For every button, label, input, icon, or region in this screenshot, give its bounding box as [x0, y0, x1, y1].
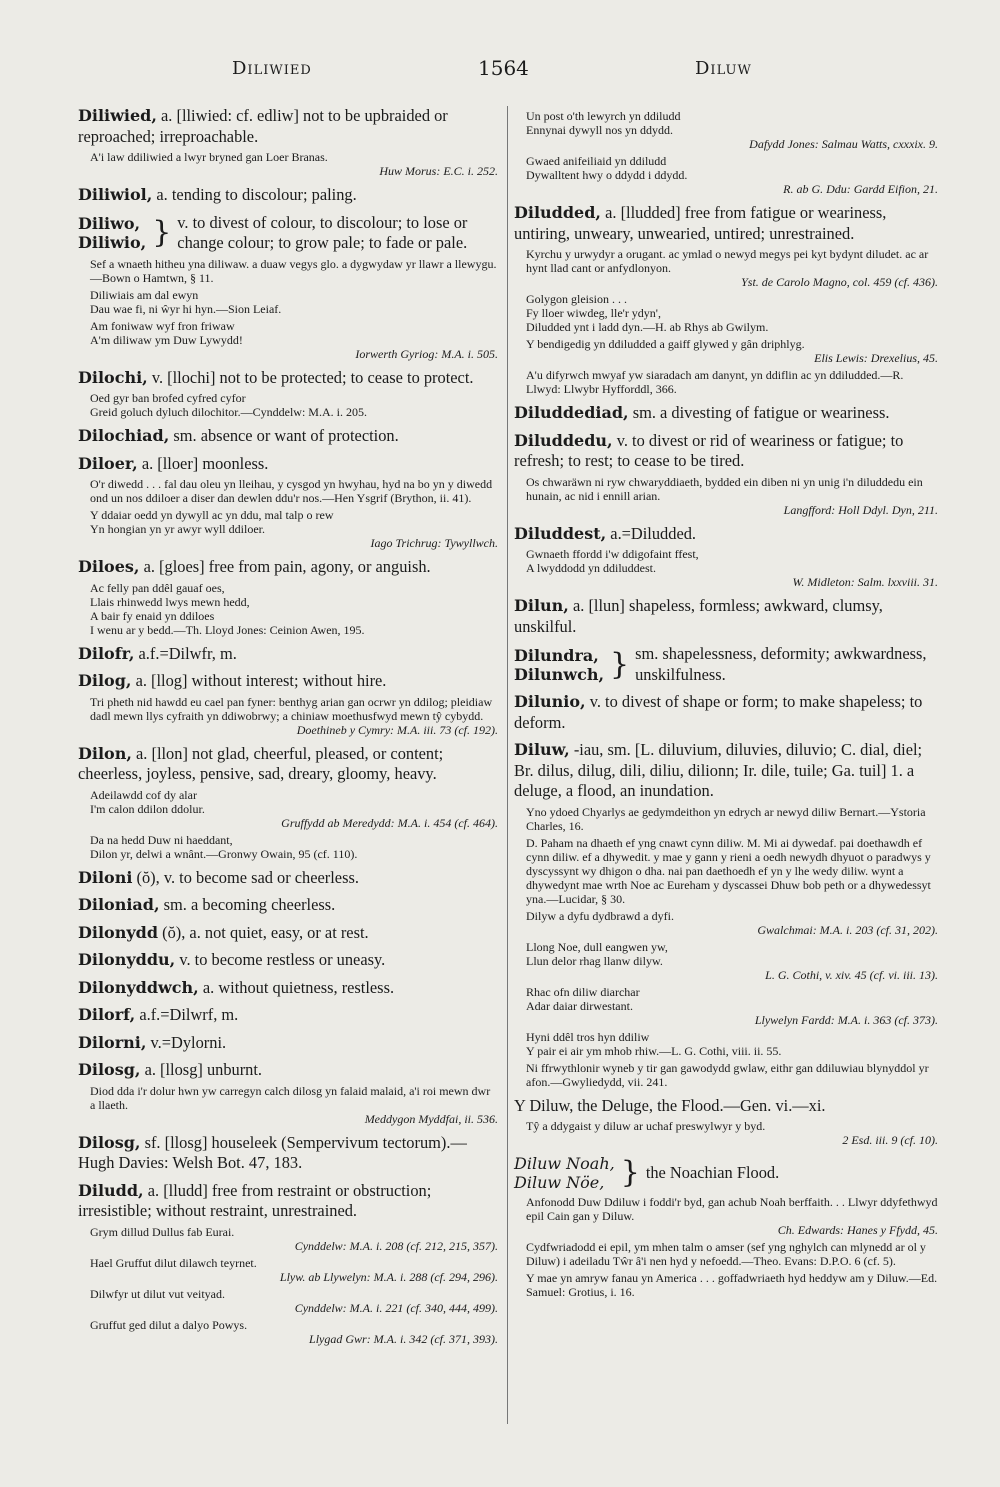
- definition: the Noachian Flood.: [645, 1162, 780, 1182]
- definition: a. [llosg] unburnt.: [144, 1060, 263, 1079]
- definition: (ŏ), v. to become sad or cheerless.: [136, 867, 359, 887]
- entry-definition-line: [78, 557, 498, 578]
- quotation: O'r diwedd . . . fal dau oleu yn lleihau, y cysgod yn hwyhau, hyd na bo yn y diwedd ond un nos ddiloer a diser dan dewlen ddu'r nos.—Hen Ysgrif (Brython, ii. 41).: [90, 477, 493, 505]
- quotation: Hael Gruffut dilut dilawch teyrnet.: [90, 1255, 257, 1270]
- citation: Yst. de Carolo Magno, col. 459 (cf. 436).: [741, 275, 938, 289]
- definition: -iau, sm. [L. diluvium, diluvies, diluvio; C. dial, diel; Br. dilus, dilug, dili, diliu, dilionn; Ir. dile, tuile; Ga. tuil] 1. a deluge, a flood, an inundation.: [514, 740, 923, 800]
- definition: a. without quietness, restless.: [202, 977, 395, 997]
- definition: a. [lliwied: cf. edliw] not to be upbraided or reproached; irreproachable.: [78, 106, 448, 146]
- dictionary-entry: [514, 524, 938, 590]
- definition: a. [lludd] free from restraint or obstruction; irresistible; without restraint, unrestrained.: [78, 1180, 432, 1220]
- dictionary-entry: [78, 213, 498, 361]
- dictionary-entry: [78, 426, 498, 447]
- headword: Diliwio,: [78, 233, 147, 252]
- entry-definition-line: [514, 740, 938, 802]
- entry-definition-line: [514, 431, 938, 472]
- definition: sf. [llosg] houseleek (Sempervivum tectorum).—Hugh Davies: Welsh Bot. 47, 183.: [78, 1132, 467, 1172]
- quotation: Tŷ a ddygaist y diluw ar uchaf preswylwyr y byd.: [526, 1119, 766, 1133]
- header-right-guideword: Diluw: [695, 58, 752, 79]
- entry-definition-line: [514, 596, 938, 637]
- citation: Dafydd Jones: Salmau Watts, cxxxix. 9.: [749, 137, 938, 151]
- quotation: Sef a wnaeth hitheu yna diliwaw. a duaw vegys glo. a dygwydaw yr llawr a llewygu.—Bown o Hamtwn, § 11.: [90, 256, 497, 285]
- headword: Dilochiad,: [78, 426, 170, 445]
- entry-definition-line: [78, 950, 498, 971]
- citation: Cynddelw: M.A. i. 208 (cf. 212, 215, 357).: [294, 1238, 498, 1253]
- definition: v. [llochi] not to be protected; to cease to protect.: [151, 367, 474, 387]
- quotation: Llong Noe, dull eangwen yw, Llun delor rhag llanw dilyw.: [526, 939, 668, 968]
- quotation: Dilyw a dyfu dydbrawd a dyfi.: [526, 908, 674, 923]
- dictionary-entry: [78, 368, 498, 420]
- headword: Dilog,: [78, 671, 132, 690]
- page-number: 1564: [478, 56, 529, 80]
- definition: a. [llun] shapeless, formless; awkward, clumsy, unskilful.: [514, 596, 883, 636]
- entry-definition-line: [514, 203, 938, 244]
- headword: Dilunwch,: [514, 664, 605, 684]
- quotation: Anfonodd Duw Ddiluw i foddi'r byd, gan achub Noah berffaith. . . Llwyr ddyfethwyd epil Cain gan y Diluw.: [526, 1195, 938, 1223]
- headword: Diloes,: [78, 557, 140, 576]
- headword: Diludded,: [514, 203, 601, 222]
- quotation: Adeilawdd cof dy alar I'm calon ddilon ddolur.: [90, 787, 205, 816]
- quotation: Hyni ddêl tros hyn ddiliw Y pair ei air ym mhob rhiw.—L. G. Cothi, viii. ii. 55.: [526, 1029, 782, 1058]
- quotation: D. Paham na dhaeth ef yng cnawt cynn diliw. M. Mi ai dywedaf. pai doethawdh ef cynn diliw. ef a dhywedit. y mae y gann y rieni a oedh newydh dhyuot o paradwys y dyscyssynt wy dhigon o dha. nai pan daethoedh ef yn y lhe wedy diliw. wynt a dhywedynt mae wrth Noe ac Eureham y dyscassei Dhuw bob peth or a dhywedessyt yna.—Lucidar, § 30.: [526, 835, 931, 906]
- dictionary-entry: [514, 644, 938, 685]
- entry-definition-line: [78, 895, 498, 916]
- quotation: Un post o'th lewyrch yn ddiludd Ennynai dywyll nos yn ddydd.: [526, 109, 681, 137]
- brace-symbol: }: [152, 215, 172, 250]
- dictionary-entry: [78, 185, 498, 206]
- headword: Diluw,: [514, 740, 570, 759]
- headword: Dilun,: [514, 596, 569, 615]
- dictionary-entry: [78, 106, 498, 178]
- headword: Diluddedu,: [514, 430, 613, 450]
- quotation: Oed gyr ban brofed cyfred cyfor Greid goluch dyluch dilochitor.—Cynddelw: M.A. i. 205.: [90, 391, 367, 419]
- citation: Doethineb y Cymry: M.A. iii. 73 (cf. 192).: [296, 722, 498, 737]
- headword: Diliwo,: [78, 214, 141, 233]
- headword: Diluddest,: [514, 523, 607, 543]
- entry-definition-line: [78, 185, 498, 206]
- entry-definition-line: [78, 978, 498, 999]
- headword: Diliwiol,: [78, 185, 153, 204]
- headword: Dilorni,: [78, 1032, 147, 1052]
- dictionary-entry: [514, 203, 938, 396]
- citation: L. G. Cothi, v. xiv. 45 (cf. vi. iii. 13).: [765, 967, 938, 982]
- definition: a.f.=Dilwrf, m.: [139, 1005, 239, 1024]
- dictionary-entry: [514, 431, 938, 517]
- quotation: Yno ydoed Chyarlys ae gedymdeithon yn edrych ar newyd diliw Bernart.—Ystoria Charles, 16.: [526, 804, 926, 833]
- definition: v. to divest of colour, to discolour; to lose or change colour; to grow pale; to fade or pale.: [177, 212, 468, 252]
- definition: v. to divest of shape or form; to make shapeless; to deform.: [514, 692, 923, 732]
- entry-definition-line: [78, 1060, 498, 1081]
- headword: Dilochi,: [78, 367, 148, 387]
- citation: Cynddelw: M.A. i. 221 (cf. 340, 444, 499).: [294, 1300, 498, 1315]
- quotation: Golygon gleision . . . Fy lloer wiwdeg, lle'r ydyn', Diludded ynt i ladd dyn.—H. ab Rhys ab Gwilym.: [526, 292, 769, 334]
- definition: v. to divest or rid of weariness or fatigue; to refresh; to rest; to cease to be tired.: [514, 430, 904, 470]
- entry-definition-line: [78, 644, 498, 665]
- entry-definition-line: [78, 106, 498, 147]
- quotation: Rhac ofn diliw diarchar Adar daiar dirwestant.: [526, 984, 640, 1013]
- quotation: Am foniwaw wyf fron friwaw A'm diliwaw ym Duw Lywydd!: [90, 318, 243, 347]
- entry-definition-line: [78, 454, 498, 475]
- quotation: Ac felly pan ddêl gauaf oes, Llais rhinwedd lwys mewn hedd, A bair fy enaid yn ddiloes I wenu ar y bedd.—Th. Lloyd Jones: Ceinion Awen, 195.: [90, 580, 365, 637]
- headword: Dilosg,: [78, 1132, 141, 1152]
- definition: v.=Dylorni.: [150, 1032, 227, 1052]
- quotation: Y mae yn amryw fanau yn America . . . goffadwriaeth hyd heddyw am y Diluw.—Ed. Samuel: Grotius, i. 16.: [526, 1271, 938, 1299]
- quotation: Cydfwriadodd ei epil, ym mhen talm o amser (sef yng nghylch can mlynedd ar ol y Diluw) i adeiladu Tŵr â'i nen hyd y nefoedd.—Theo. Evans: D.P.O. 6 (cf. 5).: [526, 1240, 926, 1268]
- quotation: Ni ffrwythlonir wyneb y tir gan gawodydd gwlaw, eithr gan ddiluwiau blynyddol yr afon.—Gwyliedydd, vii. 241.: [526, 1060, 929, 1089]
- brace-symbol: }: [620, 1155, 640, 1190]
- quotation: A'u difyrwch mwyaf yw siaradach am danynt, yn ddiflin ac yn ddiludded.—R. Llwyd: Llwybr Hyfforddl, 366.: [526, 368, 904, 396]
- quotation: Y ddaiar oedd yn dywyll ac yn ddu, mal talp o rew Yn hongian yn yr awyr wyll ddiloer.: [90, 508, 334, 536]
- headword: Dilonyddwch,: [78, 977, 199, 997]
- quotation: Grym dillud Dullus fab Eurai.: [90, 1224, 235, 1239]
- quotation: Diod dda i'r dolur hwn yw carregyn calch dilosg yn falaid malaid, a'i roi mewn dwr a llaeth.: [90, 1083, 491, 1112]
- dictionary-entry: [78, 744, 498, 861]
- entry-definition-line: [514, 1096, 938, 1117]
- entry-definition-line: [78, 744, 498, 785]
- quotation: Kyrchu y urwydyr a orugant. ac ymlad o newyd megys pei kyt bydynt diludet. ac ar hynt llad cant or anfydlonyon.: [526, 247, 929, 275]
- quotation: Diliwiais am dal ewyn Dau wae fi, ni ŵyr hi hyn.—Sion Leiaf.: [90, 287, 282, 316]
- headword: Diloni: [78, 867, 133, 887]
- citation: Iago Trichrug: Tywyllwch.: [370, 536, 498, 550]
- headword: Dilon,: [78, 743, 132, 763]
- headword: Diloer,: [78, 453, 138, 473]
- citation: Gwalchmai: M.A. i. 203 (cf. 31, 202).: [757, 922, 938, 937]
- dictionary-entry: [78, 557, 498, 637]
- definition: sm. absence or want of protection.: [173, 426, 399, 445]
- headword: Diluw Nöe,: [514, 1173, 605, 1192]
- definition: sm. a divesting of fatigue or weariness.: [632, 403, 890, 422]
- definition: v. to become restless or uneasy.: [179, 950, 386, 969]
- left-column: [78, 106, 498, 1353]
- citation: W. Midleton: Salm. lxxviii. 31.: [792, 575, 938, 589]
- quotation: A'i law ddiliwied a lwyr bryned gan Loer Branas.: [90, 150, 328, 164]
- citation: R. ab G. Ddu: Gardd Eifion, 21.: [783, 182, 938, 196]
- definition: sm. a becoming cheerless.: [163, 895, 336, 914]
- entry-definition-line: [78, 671, 498, 692]
- dictionary-entry: [78, 868, 498, 889]
- dictionary-entry: [78, 1060, 498, 1126]
- column-divider: [507, 106, 508, 1424]
- definition: Y Diluw, the Deluge, the Flood.—Gen. vi.—xi.: [514, 1095, 826, 1115]
- dictionary-entry: [78, 895, 498, 916]
- dictionary-entry: [78, 454, 498, 551]
- definition: a. [lludded] free from fatigue or weariness, untiring, unweary, unwearied, untired; unrestrained.: [514, 203, 887, 243]
- entry-definition-line: [78, 1181, 498, 1222]
- dictionary-entry: [78, 1005, 498, 1026]
- headword: Diloniad,: [78, 895, 160, 914]
- entry-definition-line: [514, 692, 938, 733]
- definition: a. tending to discolour; paling.: [156, 185, 357, 204]
- citation: Langfford: Holl Ddyl. Dyn, 211.: [783, 502, 938, 517]
- citation: Ch. Edwards: Hanes y Ffydd, 45.: [777, 1223, 938, 1237]
- citation: Huw Morus: E.C. i. 252.: [379, 164, 498, 178]
- entry-definition-line: [78, 368, 498, 389]
- headword-group: [514, 646, 604, 684]
- headword: Dilofr,: [78, 643, 135, 663]
- dictionary-entry: [78, 1033, 498, 1054]
- citation: Llywelyn Fardd: M.A. i. 363 (cf. 373).: [754, 1012, 938, 1027]
- headword: Dilonyddu,: [78, 950, 176, 969]
- citation: Elis Lewis: Drexelius, 45.: [814, 351, 938, 365]
- entry-definition-line: [78, 1133, 498, 1174]
- citation: Llygad Gwr: M.A. i. 342 (cf. 371, 393).: [309, 1331, 498, 1346]
- definition: a. [gloes] free from pain, agony, or anguish.: [143, 557, 431, 576]
- right-column: [514, 106, 938, 1306]
- definition: a. [llog] without interest; without hire.: [135, 671, 387, 690]
- headword: Dilunio,: [514, 692, 586, 711]
- quotation: Y bendigedig yn ddiludded a gaiff glywed y gân driphlyg.: [526, 337, 805, 351]
- running-header: [0, 58, 1000, 88]
- quotation: Tri pheth nid hawdd eu cael pan fyner: benthyg arian gan ocrwr yn ddilog; pleidiaw dadl mewn llys cyfraith yn ddiwobrwy; a chiniaw moethusfwyd mewn tŷ cybydd.: [90, 694, 493, 723]
- quotation: Os chwaräwn ni ryw chwaryddiaeth, bydded ein diben ni yn unig i'n diluddedu ein hunain, ac nid i ennill arian.: [526, 474, 923, 503]
- entry-definition-line: [514, 524, 938, 545]
- dictionary-entry: [78, 1133, 498, 1174]
- paired-headwords: [514, 1154, 938, 1192]
- citation: Iorwerth Gyriog: M.A. i. 505.: [355, 346, 498, 361]
- dictionary-entry: [78, 950, 498, 971]
- definition: a.f.=Dilwfr, m.: [138, 643, 237, 663]
- headword: Diliwied,: [78, 106, 157, 125]
- entry-definition-line: [78, 426, 498, 447]
- headword-group: [514, 1154, 615, 1192]
- dictionary-entry: [514, 692, 938, 733]
- paired-headwords: [78, 213, 498, 254]
- entry-definition-line: [78, 923, 498, 944]
- definition: a.=Diludded.: [610, 523, 697, 543]
- entry-definition-line: [514, 403, 938, 424]
- definition: sm. shapelessness, deformity; awkwardness, unskilfulness.: [635, 644, 927, 684]
- headword: Diluw Noah,: [514, 1154, 615, 1173]
- dictionary-entry: [514, 740, 938, 1089]
- dictionary-entry: [514, 403, 938, 424]
- dictionary-entry: [514, 596, 938, 637]
- dictionary-entry: [78, 978, 498, 999]
- dictionary-entry: [514, 1096, 938, 1148]
- definition: a. [llon] not glad, cheerful, pleased, or content; cheerless, joyless, pensive, sad, dreary, gloomy, heavy.: [78, 743, 444, 783]
- entry-definition-line: [78, 868, 498, 889]
- citation: Gruffydd ab Meredydd: M.A. i. 454 (cf. 464).: [281, 815, 498, 830]
- definition: (ŏ), a. not quiet, easy, or at rest.: [162, 922, 369, 942]
- quotation: Dilwfyr ut dilut vut veityad.: [90, 1286, 225, 1301]
- definition: a. [lloer] moonless.: [141, 453, 269, 473]
- headword: Dilosg,: [78, 1060, 141, 1079]
- headword: Dilundra,: [514, 645, 599, 665]
- quotation: Da na hedd Duw ni haeddant, Dilon yr, delwi a wnânt.—Gronwy Owain, 95 (cf. 110).: [90, 832, 358, 861]
- dictionary-entry: [78, 1181, 498, 1346]
- dictionary-entry: [514, 1154, 938, 1299]
- header-left-guideword: Diliwied: [232, 58, 312, 79]
- quotation: Gruffut ged dilut a dalyo Powys.: [90, 1317, 248, 1332]
- citation: Meddygon Myddfai, ii. 536.: [364, 1111, 498, 1126]
- dictionary-entry: [78, 644, 498, 665]
- paired-headwords: [514, 644, 938, 685]
- quotation: Gwnaeth ffordd i'w ddigofaint ffest, A lwyddodd yn ddiluddest.: [526, 547, 699, 575]
- dictionary-entry: [78, 671, 498, 737]
- headword-group: [78, 214, 146, 252]
- headword: Dilonydd: [78, 922, 159, 942]
- headword: Dilorf,: [78, 1005, 136, 1024]
- headword: Diluddediad,: [514, 403, 629, 422]
- headword: Diludd,: [78, 1180, 144, 1200]
- entry-definition-line: [78, 1033, 498, 1054]
- dictionary-entry: [78, 923, 498, 944]
- citation: 2 Esd. iii. 9 (cf. 10).: [842, 1133, 938, 1147]
- brace-symbol: }: [610, 646, 630, 682]
- quotation: Gwaed anifeiliaid yn ddiludd Dywalltent hwy o ddydd i ddydd.: [526, 154, 688, 182]
- dictionary-entry: [514, 109, 938, 196]
- citation: Llyw. ab Llywelyn: M.A. i. 288 (cf. 294, 296).: [279, 1269, 498, 1284]
- entry-definition-line: [78, 1005, 498, 1026]
